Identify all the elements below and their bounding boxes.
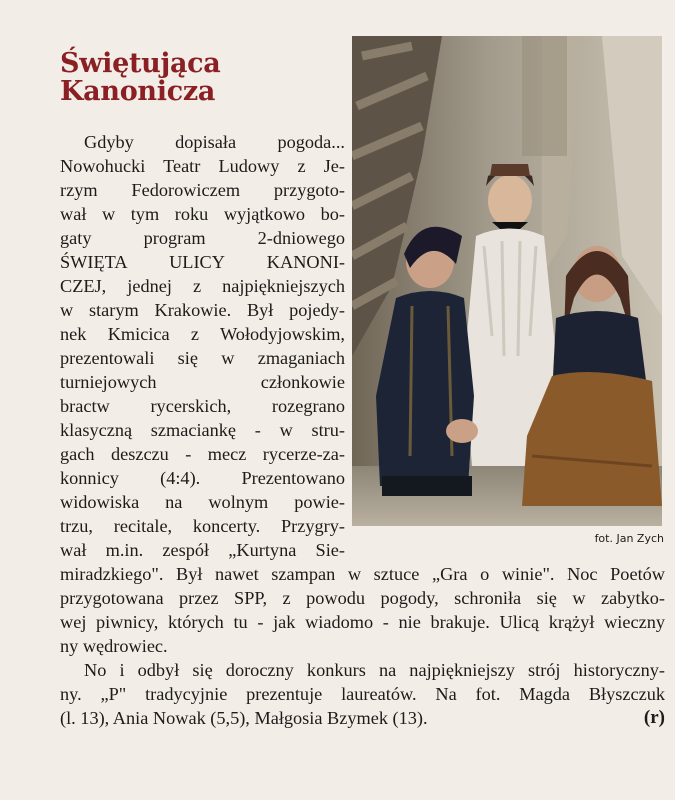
body-line: gaty program 2-dniowego [60, 228, 345, 248]
body-line: wał w tym roku wyjątkowo bo- [60, 204, 345, 224]
body-line: ny wędrowiec. [60, 636, 168, 656]
title-line-2: Kanonicza [60, 76, 216, 107]
body-line: miradzkiego". Był nawet szampan w sztuce „Gra o winie". Noc Poetów [60, 564, 665, 584]
article-title [60, 50, 320, 106]
body-line: turniejowych członkowie [60, 372, 345, 392]
article-body-full-width [60, 562, 665, 730]
title-line-1: Świętująca [60, 48, 221, 79]
body-line: widowiska na wolnym powie- [60, 492, 345, 512]
body-line: w starym Krakowie. Był pojedy- [60, 300, 345, 320]
body-line: wał m.in. zespół „Kurtyna Sie- [60, 540, 345, 560]
body-line: konnicy (4:4). Prezentowano [60, 468, 345, 488]
body-line: No i odbył się doroczny konkurs na najpiękniejszy strój historyczny- [84, 660, 665, 680]
body-line: Gdyby dopisała pogoda... [84, 132, 345, 152]
body-line: rzym Fedorowiczem przygoto- [60, 180, 345, 200]
body-line: Nowohucki Teatr Ludowy z Je- [60, 156, 345, 176]
article-photo [352, 36, 662, 526]
body-line: gach deszczu - mecz rycerze-za- [60, 444, 345, 464]
body-line: nek Kmicica z Wołodyjowskim, [60, 324, 345, 344]
body-line: ny. „P" tradycyjnie prezentuje laureatów. Na fot. Magda Błyszczuk [60, 684, 665, 704]
body-line: wej piwnicy, których tu - jak wiadomo - nie brakuje. Ulicą krążył wieczny [60, 612, 665, 632]
photo-illustration [352, 36, 662, 526]
body-line: trzu, recitale, koncerty. Przygry- [60, 516, 345, 536]
body-line: (l. 13), Ania Nowak (5,5), Małgosia Bzymek (13). [60, 708, 428, 728]
body-line: bractw rycerskich, rozegrano [60, 396, 345, 416]
body-line: ŚWIĘTA ULICY KANONI- [60, 252, 345, 272]
body-line: klasyczną szmaciankę - w stru- [60, 420, 345, 440]
body-line: prezentowali się w zmaganiach [60, 348, 345, 368]
author-signature: (r) [643, 707, 665, 728]
body-line: CZEJ, jednej z najpiękniejszych [60, 276, 345, 296]
article-body-column [60, 130, 345, 562]
body-line: przygotowana przez SPP, z powodu pogody, schroniła się w zabytko- [60, 588, 665, 608]
photo-caption: fot. Jan Zych [594, 532, 664, 545]
